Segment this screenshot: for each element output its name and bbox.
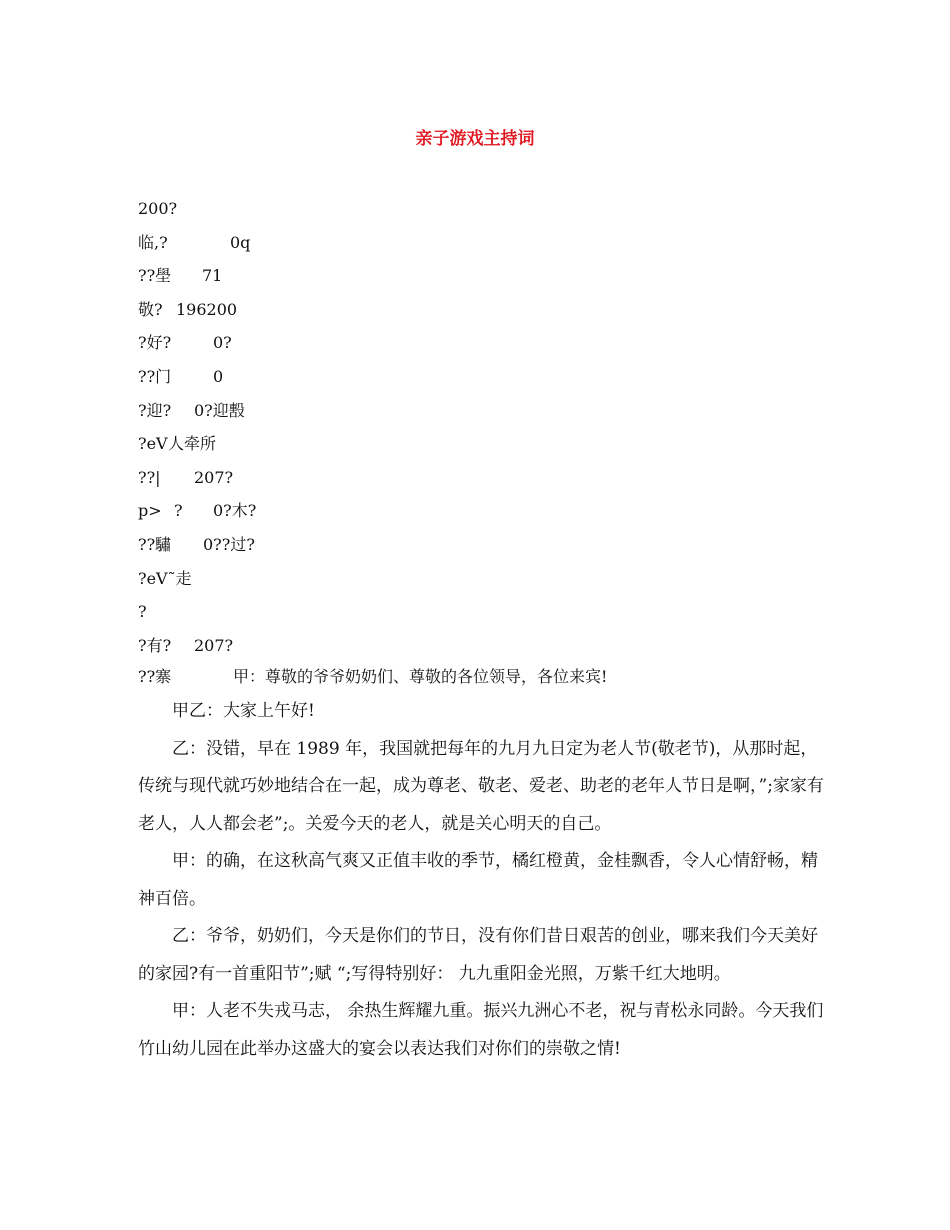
opening-greeting: 甲：尊敬的爷爷奶奶们、尊敬的各位领导，各位来宾! xyxy=(233,667,608,686)
paragraph: 乙：没错，早在 1989 年，我国就把每年的九月九日定为老人节(敬老节)，从那时起，传统与现代就巧妙地结合在一起，成为尊老、敬老、爱老、助老的老年人节日是啊，”;家家有老人，人人都会老”;。关爱今天的老人，就是关心明天的自己。 xyxy=(138,738,824,834)
garbled-line: ?迎? 0?迎毄 xyxy=(138,400,245,420)
garbled-line: ?eV˜走 xyxy=(138,568,192,588)
garbled-line: ?eV 人牵所 xyxy=(138,434,217,454)
garbled-line: 临,? 0q xyxy=(138,232,251,252)
opening-line xyxy=(138,661,828,693)
garbled-line: ?有? 207? xyxy=(138,635,234,655)
garbled-line: ??| 207? xyxy=(138,467,234,487)
paragraph: 甲乙：大家上午好! xyxy=(172,701,315,721)
document-title: 亲子游戏主持词 xyxy=(415,129,535,149)
document-body xyxy=(138,661,828,1068)
paragraph: 甲：人老不失戎马志， 余热生辉耀九重。振兴九洲心不老，祝与青松永同龄。今天我们竹山幼儿园在此举办这盛大的宴会以表达我们对你们的崇敬之情! xyxy=(138,1001,824,1059)
garbled-line: 敬? 196200 xyxy=(138,299,238,319)
garbled-line: ??门 0 xyxy=(138,366,224,386)
garbled-line: ? xyxy=(138,602,147,622)
garbled-line: ??壆 71 xyxy=(138,266,223,286)
garbled-line: p> ? 0?木? xyxy=(138,501,257,521)
garbled-prefix: ??寨 xyxy=(138,667,172,686)
paragraph: 甲：的确，在这秋高气爽又正值丰收的季节，橘红橙黄，金桂飘香，令人心情舒畅，精神百倍。 xyxy=(138,851,818,909)
garbled-line: ?好? 0? xyxy=(138,333,232,353)
paragraph: 乙：爷爷，奶奶们，今天是你们的节日，没有你们昔日艰苦的创业，哪来我们今天美好的家园?有一首重阳节”;赋 “;写得特别好： 九九重阳金光照，万紫千红大地明。 xyxy=(138,926,818,984)
garbled-text-block xyxy=(138,192,257,662)
garbled-line: ??驌 0??过? xyxy=(138,534,255,554)
garbled-line: 200? xyxy=(138,199,178,218)
